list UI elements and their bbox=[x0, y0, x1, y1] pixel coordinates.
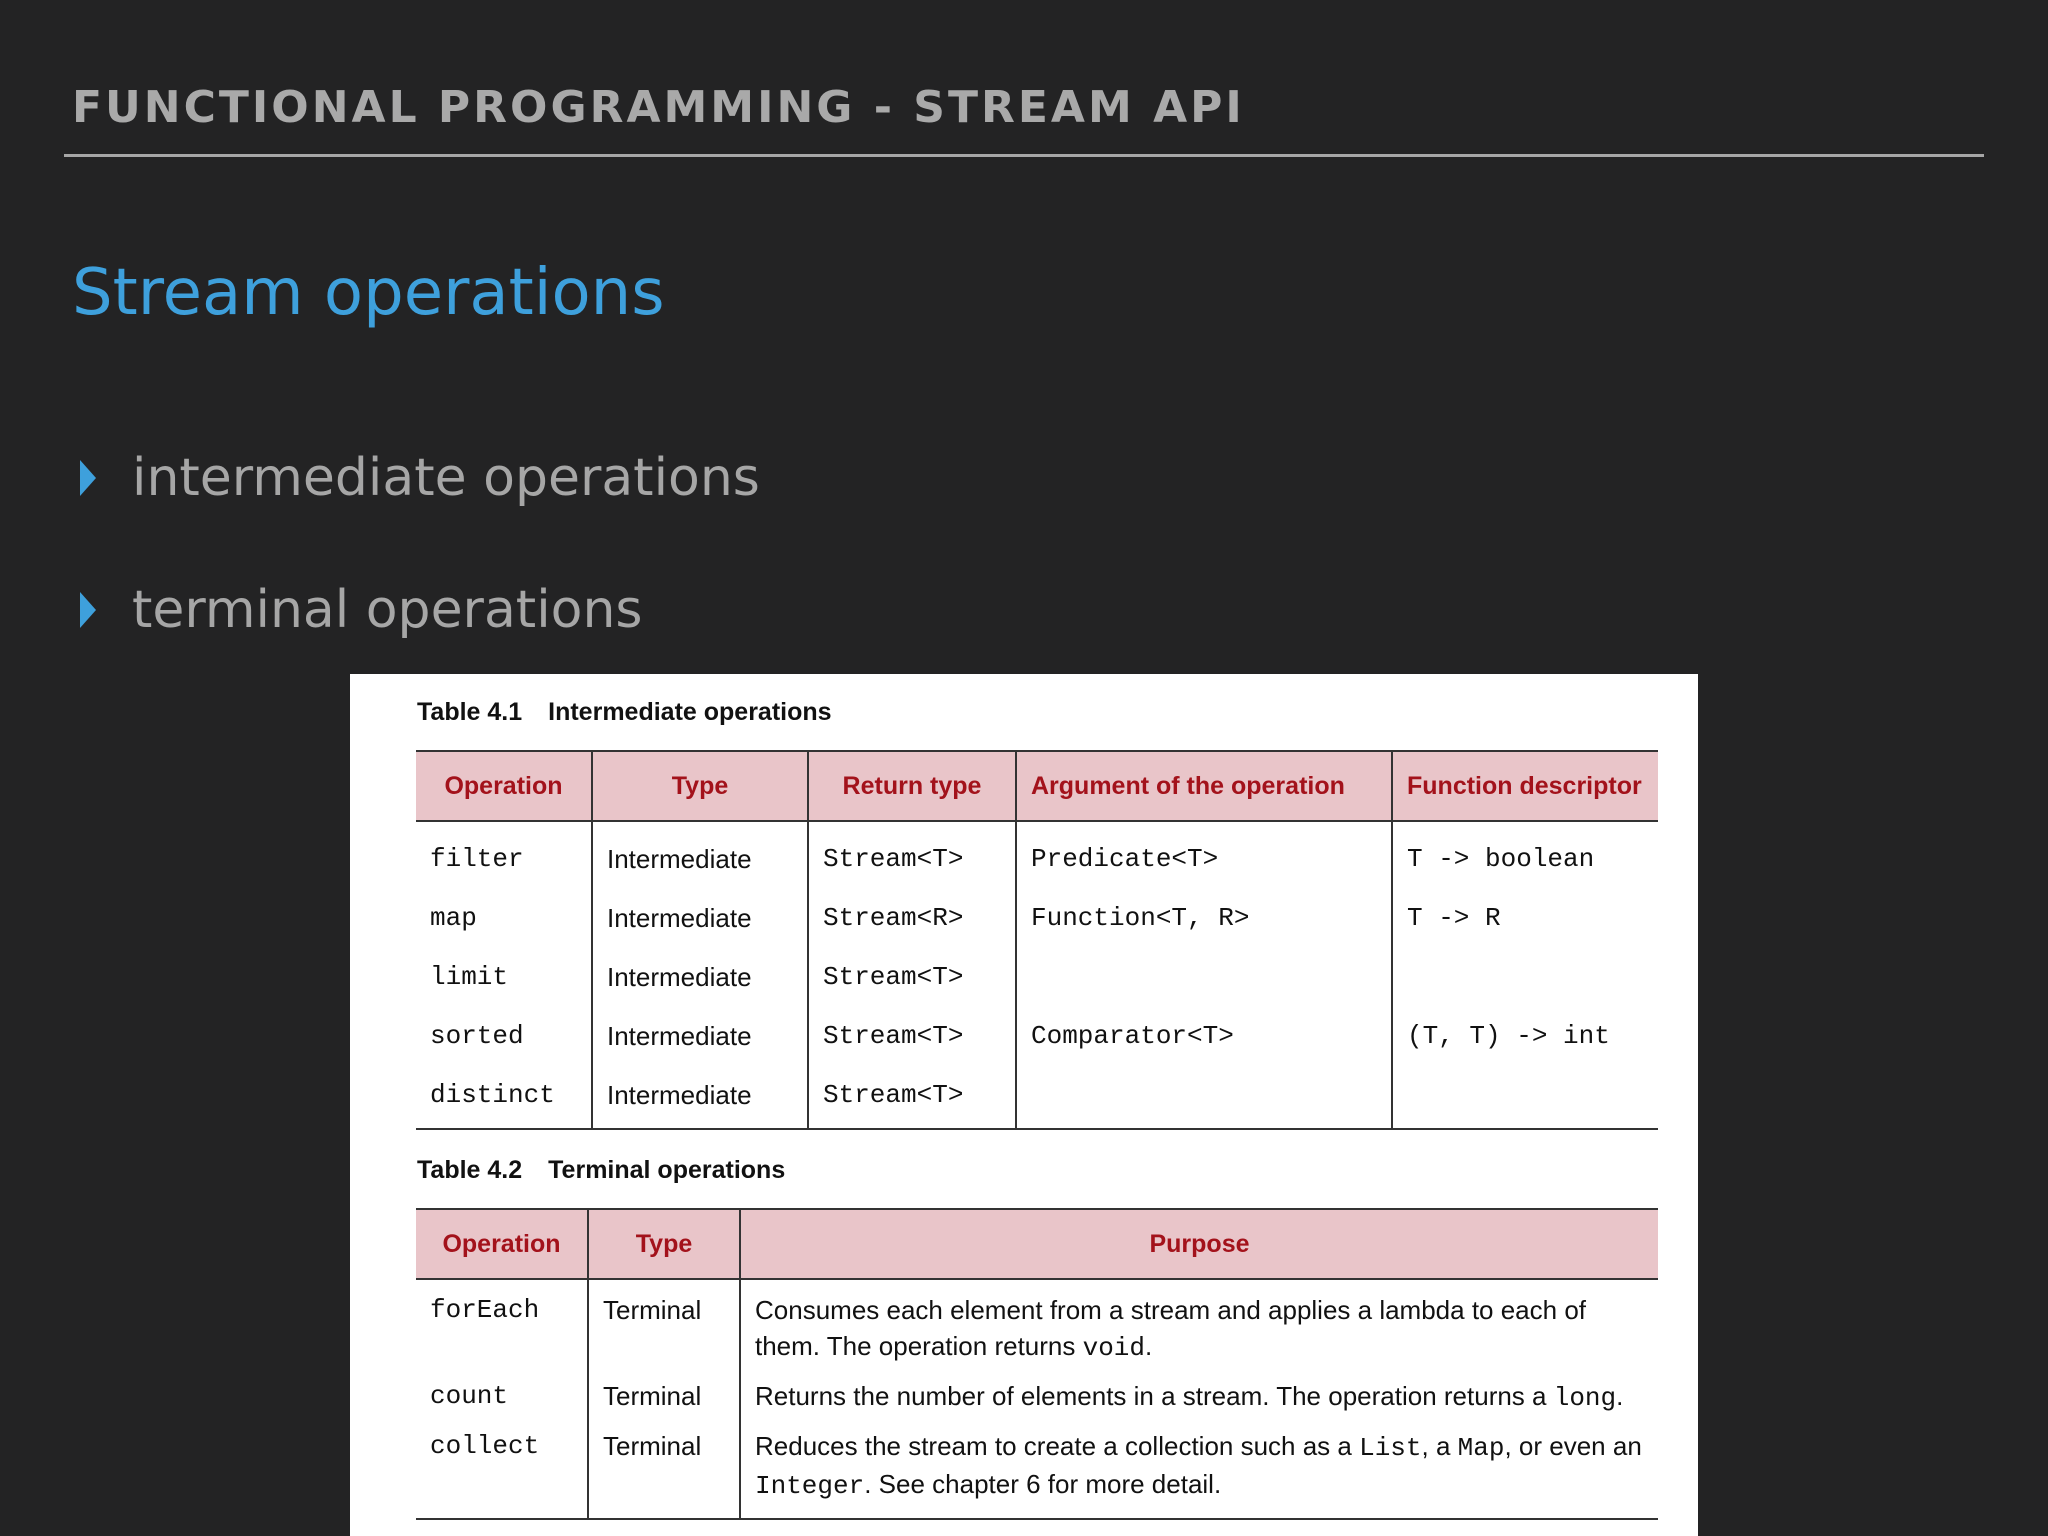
table-row bbox=[416, 1066, 1658, 1129]
table-cell: Predicate<T> bbox=[1016, 821, 1392, 889]
table-cell: map bbox=[430, 903, 477, 933]
header-cell: Argument of the operation bbox=[1016, 751, 1392, 821]
table-cell: T -> R bbox=[1392, 889, 1658, 948]
table-cell: Intermediate bbox=[592, 1007, 808, 1066]
table-row bbox=[416, 948, 1658, 1007]
bullet-text: terminal operations bbox=[132, 580, 643, 640]
table-cell: Function<T, R> bbox=[1016, 889, 1392, 948]
table-cell bbox=[1016, 948, 1392, 1007]
bullet-triangle-icon bbox=[80, 460, 96, 496]
table-row bbox=[416, 1279, 1658, 1366]
table-cell: (T, T) -> int bbox=[1392, 1007, 1658, 1066]
header-divider bbox=[64, 154, 1984, 157]
table-cell: Stream<T> bbox=[808, 821, 1016, 889]
table-cell-purpose bbox=[740, 1416, 1658, 1519]
purpose-text: Consumes each element from a stream and applies a lambda to each of them. The operation returns bbox=[755, 1295, 1587, 1361]
table2-number: Table 4.2 bbox=[417, 1156, 523, 1184]
table-row bbox=[416, 1007, 1658, 1066]
header-cell: Type bbox=[592, 751, 808, 821]
purpose-text: . bbox=[1616, 1381, 1624, 1411]
header-cell: Type bbox=[588, 1209, 740, 1279]
table-cell: Terminal bbox=[588, 1279, 740, 1366]
table-cell: Intermediate bbox=[592, 889, 808, 948]
table-cell: sorted bbox=[430, 1021, 524, 1051]
purpose-text: . See chapter 6 for more detail. bbox=[864, 1469, 1222, 1499]
purpose-text: , a bbox=[1421, 1431, 1458, 1461]
slide-header-title: FUNCTIONAL PROGRAMMING - STREAM API bbox=[72, 82, 1245, 133]
table2-title: Terminal operations bbox=[548, 1156, 786, 1184]
table-cell: Intermediate bbox=[592, 821, 808, 889]
table1-title: Intermediate operations bbox=[548, 698, 832, 726]
table-cell: Comparator<T> bbox=[1016, 1007, 1392, 1066]
table-cell: Terminal bbox=[588, 1416, 740, 1519]
bullet-terminal bbox=[80, 580, 643, 640]
purpose-text: Reduces the stream to create a collection such as a bbox=[755, 1431, 1360, 1461]
header-cell: Operation bbox=[416, 751, 592, 821]
table-cell: collect bbox=[416, 1416, 588, 1519]
header-cell: Return type bbox=[808, 751, 1016, 821]
purpose-code: List bbox=[1359, 1433, 1422, 1463]
table-header-row bbox=[416, 1209, 1658, 1279]
header-cell: Function descriptor bbox=[1392, 751, 1658, 821]
bullet-intermediate bbox=[80, 448, 760, 508]
table-cell: T -> boolean bbox=[1392, 821, 1658, 889]
header-cell: Purpose bbox=[740, 1209, 1658, 1279]
slide-title: Stream operations bbox=[72, 256, 665, 330]
purpose-text: , or even an bbox=[1504, 1431, 1642, 1461]
table-cell bbox=[1016, 1066, 1392, 1129]
purpose-text: . bbox=[1145, 1331, 1153, 1361]
table-row bbox=[416, 821, 1658, 889]
table-cell: Intermediate bbox=[592, 948, 808, 1007]
table-cell: Stream<R> bbox=[808, 889, 1016, 948]
bullet-text: intermediate operations bbox=[132, 448, 760, 508]
purpose-code: void bbox=[1082, 1333, 1146, 1363]
table-header-row bbox=[416, 751, 1658, 821]
table-row bbox=[416, 1416, 1658, 1519]
table-cell: forEach bbox=[430, 1295, 540, 1325]
table-cell-purpose bbox=[740, 1366, 1658, 1416]
table-row bbox=[416, 1366, 1658, 1416]
header-cell: Operation bbox=[416, 1209, 588, 1279]
table-row bbox=[416, 889, 1658, 948]
purpose-text: Returns the number of elements in a stream. The operation returns a bbox=[755, 1381, 1554, 1411]
table-cell: distinct bbox=[416, 1066, 592, 1129]
table-cell: Stream<T> bbox=[808, 948, 1016, 1007]
table-cell: Stream<T> bbox=[808, 1007, 1016, 1066]
bullet-triangle-icon bbox=[80, 592, 96, 628]
table-cell bbox=[1392, 948, 1658, 1007]
purpose-code: Map bbox=[1457, 1433, 1505, 1463]
table2-caption bbox=[417, 1156, 785, 1185]
terminal-operations-table bbox=[416, 1208, 1658, 1520]
table1-number: Table 4.1 bbox=[417, 698, 523, 726]
table-cell: limit bbox=[430, 962, 509, 992]
table-cell: count bbox=[430, 1381, 509, 1411]
table-cell: Intermediate bbox=[592, 1066, 808, 1129]
table-cell: Stream<T> bbox=[808, 1066, 1016, 1129]
table-cell: filter bbox=[430, 844, 524, 874]
table-cell bbox=[1392, 1066, 1658, 1129]
table-cell-purpose bbox=[740, 1279, 1658, 1366]
table1-caption bbox=[417, 698, 832, 727]
intermediate-operations-table bbox=[416, 750, 1658, 1130]
embedded-document-image bbox=[350, 674, 1698, 1536]
purpose-code: long bbox=[1553, 1383, 1617, 1413]
purpose-code: Integer bbox=[755, 1471, 865, 1501]
table-cell: Terminal bbox=[588, 1366, 740, 1416]
